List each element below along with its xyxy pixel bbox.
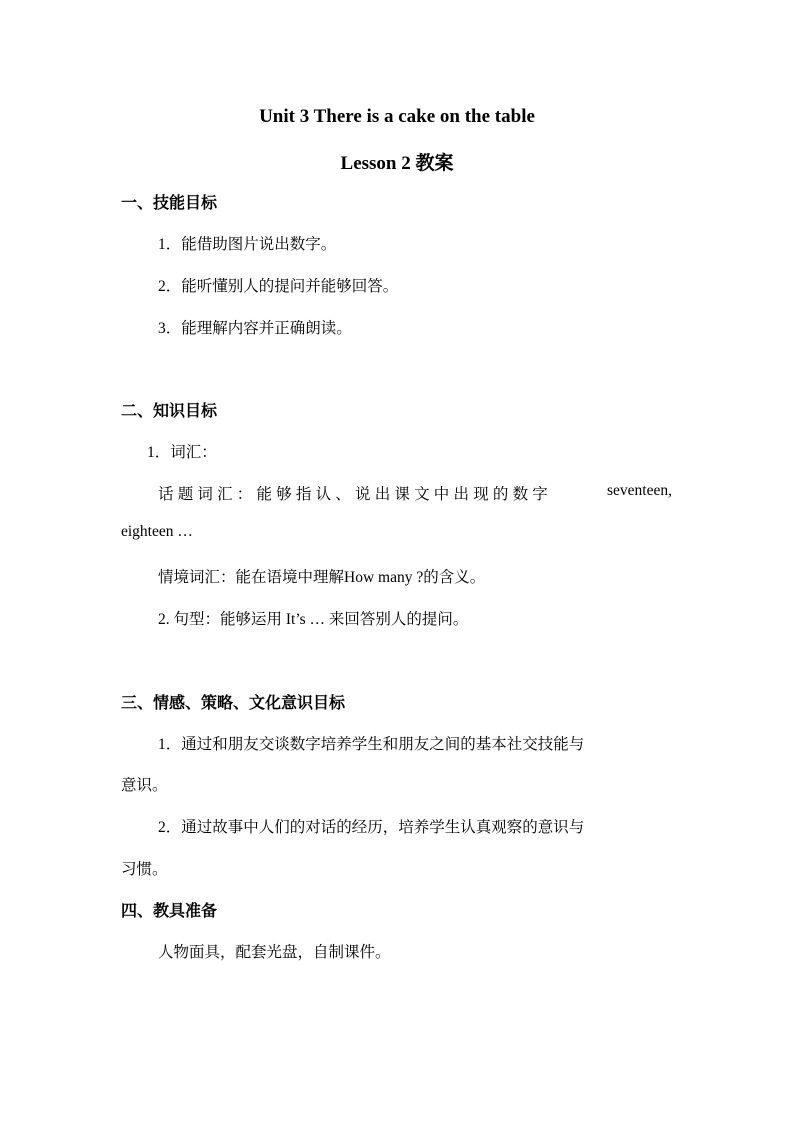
attitude-item-1-cont: 意识。 (121, 777, 168, 794)
skills-item-1: 1．能借助图片说出数字。 (158, 236, 337, 253)
topic-vocab-line (158, 482, 672, 504)
skills-item-2: 2．能听懂别人的提问并能够回答。 (158, 278, 399, 295)
topic-vocab-continuation: eighteen … (121, 523, 193, 540)
attitude-item-1: 1．通过和朋友交谈数字培养学生和朋友之间的基本社交技能与 (158, 736, 585, 753)
section-heading-skills: 一、技能目标 (121, 195, 218, 212)
section-heading-attitude: 三、情感、策略、文化意识目标 (121, 695, 346, 712)
context-vocab: 情境词汇：能在语境中理解How many ?的含义。 (158, 569, 486, 586)
attitude-item-2-cont: 习惯。 (121, 861, 168, 878)
section-heading-materials: 四、教具准备 (121, 903, 218, 920)
document-title: Unit 3 There is a cake on the table (259, 106, 535, 127)
skills-item-3: 3．能理解内容并正确朗读。 (158, 320, 352, 337)
document-subtitle: Lesson 2 教案 (340, 153, 454, 174)
vocab-label: 1．词汇： (147, 444, 217, 461)
sentence-pattern: 2. 句型：能够运用 It’s … 来回答别人的提问。 (158, 611, 469, 628)
materials-text: 人物面具，配套光盘，自制课件。 (158, 944, 391, 961)
topic-vocab-text: 话题词汇：能够指认、说出课文中出现的数字 (158, 486, 553, 503)
attitude-item-2: 2．通过故事中人们的对话的经历，培养学生认真观察的意识与 (158, 819, 585, 836)
section-heading-knowledge: 二、知识目标 (121, 403, 218, 420)
topic-vocab-word: seventeen, (607, 482, 672, 499)
